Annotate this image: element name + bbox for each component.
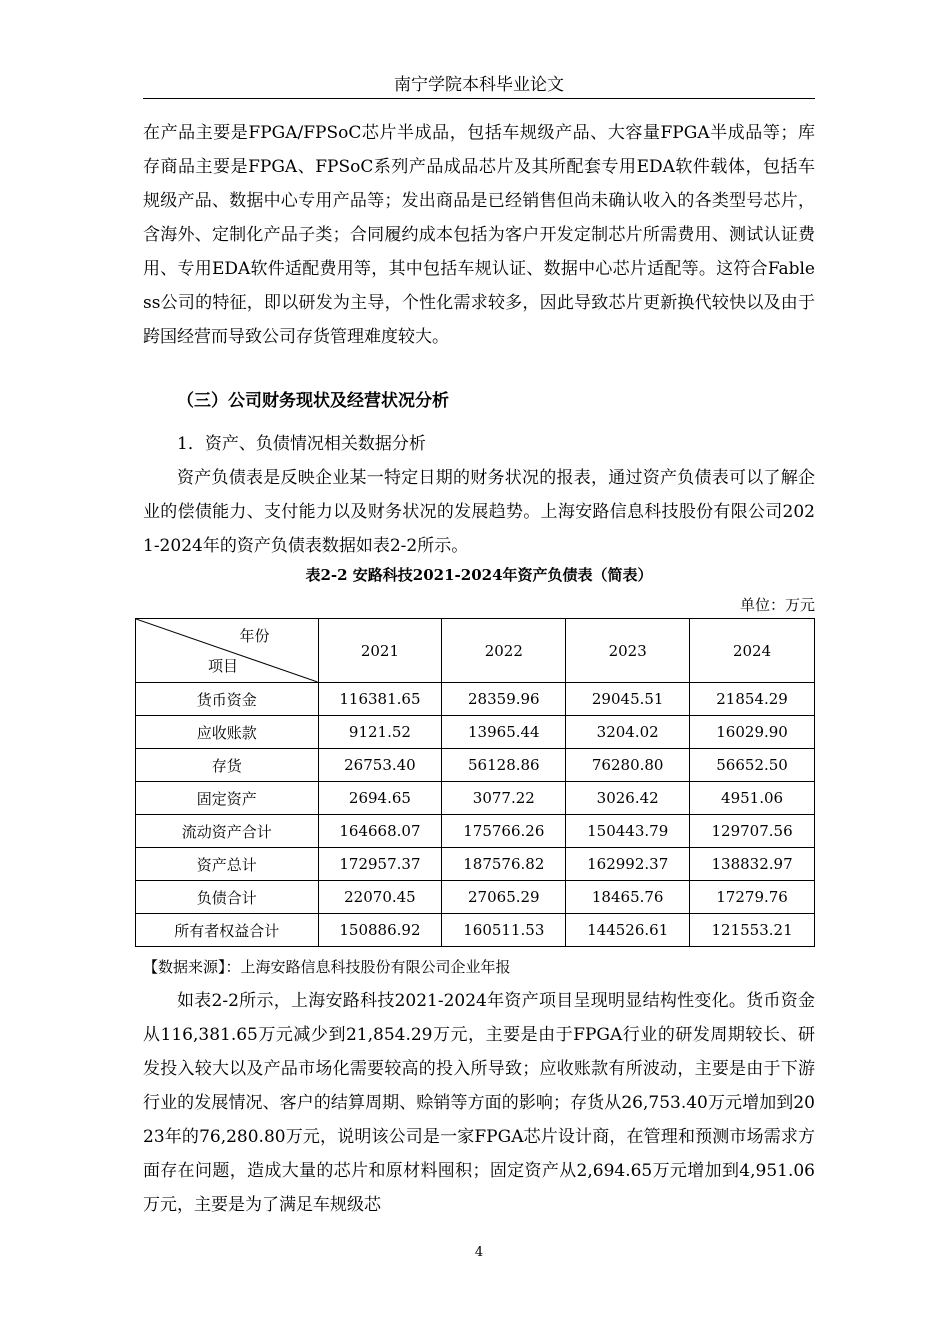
- table-row: [136, 716, 815, 749]
- table-source-note: 【数据来源】：上海安路信息科技股份有限公司企业年报: [143, 958, 511, 976]
- table-cell: 28359.96: [442, 683, 566, 716]
- row-label: 固定资产: [136, 782, 319, 815]
- table-cell: 162992.37: [566, 848, 690, 881]
- year-header: 2021: [318, 619, 442, 683]
- year-header: 2023: [566, 619, 690, 683]
- row-label: 存货: [136, 749, 319, 782]
- table-cell: 21854.29: [690, 683, 815, 716]
- table-caption: 表2-2 安路科技2021-2024年资产负债表（简表）: [305, 566, 653, 584]
- table-unit: 单位：万元: [739, 596, 815, 614]
- running-header: 南宁学院本科毕业论文: [394, 75, 564, 95]
- row-label: 资产总计: [136, 848, 319, 881]
- table-cell: 116381.65: [318, 683, 442, 716]
- paragraph-inventory: 在产品主要是FPGA/FPSoC芯片半成品，包括车规级产品、大容量FPGA半成品等；库存商品主要是FPGA、FPSoC系列产品成品芯片及其所配套专用EDA软件载体，包括车规级产品、数据中心专用产品等；发出商品是已经销售但尚未确认收入的各类型号芯片，含海外、定制化产品子类；合同履约成本包括为客户开发定制芯片所需费用、测试认证费用、专用EDA软件适配费用等，其中包括车规认证、数据中心芯片适配等。这符合Fabless公司的特征，即以研发为主导，个性化需求较多，因此导致芯片更新换代较快以及由于跨国经营而导致公司存货管理难度较大。: [143, 123, 815, 347]
- paragraph-asset-analysis: 如表2-2所示，上海安路科技2021-2024年资产项目呈现明显结构性变化。货币资金从116,381.65万元减少到21,854.29万元，主要是由于FPGA行业的研发周期较长、研发投入较大以及产品市场化需要较高的投入所导致；应收账款有所波动，主要是由于下游行业的发展情况、客户的结算周期、赊销等方面的影响；存货从26,753.40万元增加到2023年的76,280.80万元，说明该公司是一家FPGA芯片设计商，在管理和预测市场需求方面存在问题，造成大量的芯片和原材料囤积；固定资产从2,694.65万元增加到4,951.06万元，主要是为了满足车规级芯: [143, 991, 815, 1215]
- table-cell: 187576.82: [442, 848, 566, 881]
- table-cell: 164668.07: [318, 815, 442, 848]
- table-cell: 175766.26: [442, 815, 566, 848]
- row-label: 货币资金: [136, 683, 319, 716]
- table-row: [136, 815, 815, 848]
- table-cell: 4951.06: [690, 782, 815, 815]
- table-row: [136, 881, 815, 914]
- row-label: 所有者权益合计: [136, 914, 319, 947]
- corner-label-item: 项目: [208, 657, 239, 675]
- row-label: 负债合计: [136, 881, 319, 914]
- table-cell: 150886.92: [318, 914, 442, 947]
- year-header: 2022: [442, 619, 566, 683]
- table-header-row: [136, 619, 815, 683]
- table-cell: 76280.80: [566, 749, 690, 782]
- year-header: 2024: [690, 619, 815, 683]
- balance-sheet-table: [135, 618, 815, 947]
- table-cell: 17279.76: [690, 881, 815, 914]
- table-cell: 160511.53: [442, 914, 566, 947]
- page-number: 4: [474, 1245, 484, 1260]
- table-corner-cell: [136, 619, 319, 683]
- table-cell: 144526.61: [566, 914, 690, 947]
- section-heading: （三）公司财务现状及经营状况分析: [177, 391, 449, 411]
- table-row: [136, 914, 815, 947]
- table-cell: 29045.51: [566, 683, 690, 716]
- table-row: [136, 749, 815, 782]
- table-cell: 56652.50: [690, 749, 815, 782]
- table-cell: 27065.29: [442, 881, 566, 914]
- table-row: [136, 848, 815, 881]
- table-cell: 13965.44: [442, 716, 566, 749]
- table-cell: 121553.21: [690, 914, 815, 947]
- table-row: [136, 683, 815, 716]
- sub-heading: 1．资产、负债情况相关数据分析: [177, 434, 426, 454]
- paragraph-balance-sheet-intro: 资产负债表是反映企业某一特定日期的财务状况的报表，通过资产负债表可以了解企业的偿债能力、支付能力以及财务状况的发展趋势。上海安路信息科技股份有限公司2021-2024年的资产负债表数据如表2-2所示。: [143, 468, 815, 556]
- table-cell: 9121.52: [318, 716, 442, 749]
- row-label: 应收账款: [136, 716, 319, 749]
- table-cell: 2694.65: [318, 782, 442, 815]
- table-cell: 18465.76: [566, 881, 690, 914]
- table-cell: 3026.42: [566, 782, 690, 815]
- table-cell: 26753.40: [318, 749, 442, 782]
- corner-label-year: 年份: [239, 627, 270, 645]
- table-cell: 16029.90: [690, 716, 815, 749]
- table-cell: 3204.02: [566, 716, 690, 749]
- table-cell: 3077.22: [442, 782, 566, 815]
- table-cell: 138832.97: [690, 848, 815, 881]
- table-cell: 129707.56: [690, 815, 815, 848]
- table-row: [136, 782, 815, 815]
- table-cell: 56128.86: [442, 749, 566, 782]
- table-cell: 150443.79: [566, 815, 690, 848]
- row-label: 流动资产合计: [136, 815, 319, 848]
- table-cell: 22070.45: [318, 881, 442, 914]
- table-cell: 172957.37: [318, 848, 442, 881]
- header-rule: [143, 98, 815, 99]
